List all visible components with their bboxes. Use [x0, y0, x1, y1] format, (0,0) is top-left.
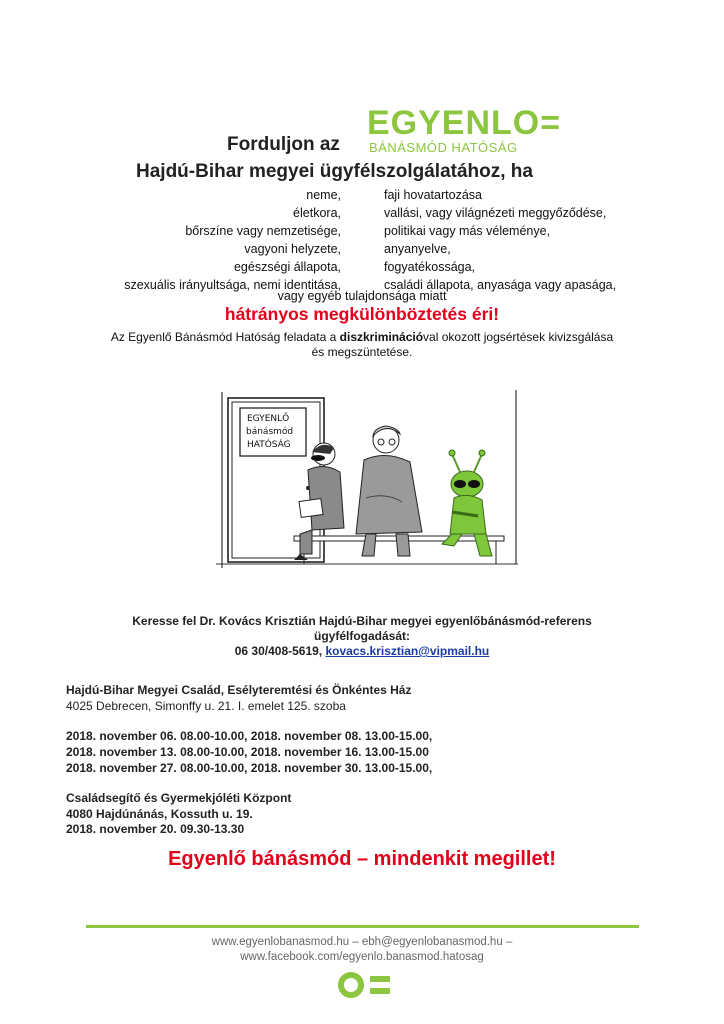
- logo-wordmark: EGYENLO=: [367, 104, 562, 142]
- ground-right: anyanyelve,: [384, 242, 451, 256]
- ground-right: politikai vagy más véleménye,: [384, 224, 551, 238]
- contact-line2: ügyfélfogadását:: [313, 629, 410, 643]
- grounds-row: [0, 188, 724, 206]
- ground-right: fogyatékossága,: [384, 260, 476, 274]
- sign-line3: HATÓSÁG: [247, 440, 291, 450]
- description-text: val okozott jogsértések kivizsgálása: [423, 330, 614, 344]
- grounds-row: [0, 224, 724, 242]
- grounds-row: [0, 242, 724, 260]
- authority-description: [0, 330, 724, 360]
- discrimination-heading: hátrányos megkülönböztetés éri!: [224, 304, 500, 324]
- footer-line1: www.egyenlobanasmod.hu – ebh@egyenlobanasmod.hu –: [211, 936, 513, 948]
- slogan: Egyenlő bánásmód – mindenkit megillet!: [168, 848, 556, 870]
- description-bold: diszkrimináció: [339, 330, 424, 344]
- description-line2: és megszüntetése.: [311, 345, 413, 359]
- grounds-row: [0, 260, 724, 278]
- ground-left: életkora,: [293, 206, 341, 220]
- description-text: Az Egyenlő Bánásmód Hatóság feladata a: [110, 330, 340, 344]
- grounds-row: [0, 206, 724, 224]
- venue1-name: Hajdú-Bihar Megyei Család, Esélyteremtési és Önkéntes Ház: [66, 683, 412, 697]
- heading-line2: Hajdú-Bihar megyei ügyfélszolgálatához, ha: [136, 161, 533, 182]
- description-line1: [0, 330, 724, 345]
- venue2-date: 2018. november 20. 09.30-13.30: [66, 822, 245, 836]
- sign-line1: EGYENLŐ: [247, 414, 290, 424]
- ground-left: vagyoni helyzete,: [244, 242, 341, 256]
- heading-line1: Forduljon az: [227, 134, 340, 155]
- contact-line3: [0, 644, 724, 659]
- footer-divider: [86, 925, 639, 928]
- venue1-date: 2018. november 06. 08.00-10.00, 2018. november 08. 13.00-15.00,: [66, 729, 433, 743]
- venue1-address: 4025 Debrecen, Simonffy u. 21. I. emelet 125. szoba: [66, 699, 346, 713]
- venue1-date: 2018. november 13. 08.00-10.00, 2018. november 16. 13.00-15.00: [66, 745, 429, 759]
- ground-left: neme,: [306, 188, 341, 202]
- waiting-room-cartoon: [216, 388, 518, 574]
- grounds-tail: vagy egyéb tulajdonsága miatt: [277, 289, 447, 303]
- contact-block: [0, 614, 724, 659]
- ground-left: szexuális irányultsága, nemi identitása,: [124, 278, 341, 292]
- venue2-address: 4080 Hajdúnánás, Kossuth u. 19.: [66, 807, 253, 821]
- contact-phone: 06 30/408-5619,: [234, 644, 323, 658]
- contact-line1: Keresse fel Dr. Kovács Krisztián Hajdú-Bihar megyei egyenlőbánásmód-referens: [132, 614, 592, 628]
- footer-logo-icon: [338, 970, 394, 1000]
- venue1-date: 2018. november 27. 08.00-10.00, 2018. november 30. 13.00-15.00,: [66, 761, 433, 775]
- logo-subtitle: BÁNÁSMÓD HATÓSÁG: [369, 140, 518, 155]
- ground-right: vallási, vagy világnézeti meggyőződése,: [384, 206, 607, 220]
- venue2-name: Családsegítő és Gyermekjóléti Központ: [66, 791, 292, 805]
- footer-line2: www.facebook.com/egyenlo.banasmod.hatosag: [240, 951, 484, 963]
- sign-line2: bánásmód: [246, 427, 294, 437]
- ground-left: egészségi állapota,: [233, 260, 341, 274]
- ground-left: bőrszíne vagy nemzetisége,: [185, 224, 341, 238]
- ground-right: családi állapota, anyasága vagy apasága,: [384, 278, 617, 292]
- contact-email-link[interactable]: kovacs.krisztian@vipmail.hu: [325, 644, 490, 658]
- ground-right: faji hovatartozása: [384, 188, 482, 202]
